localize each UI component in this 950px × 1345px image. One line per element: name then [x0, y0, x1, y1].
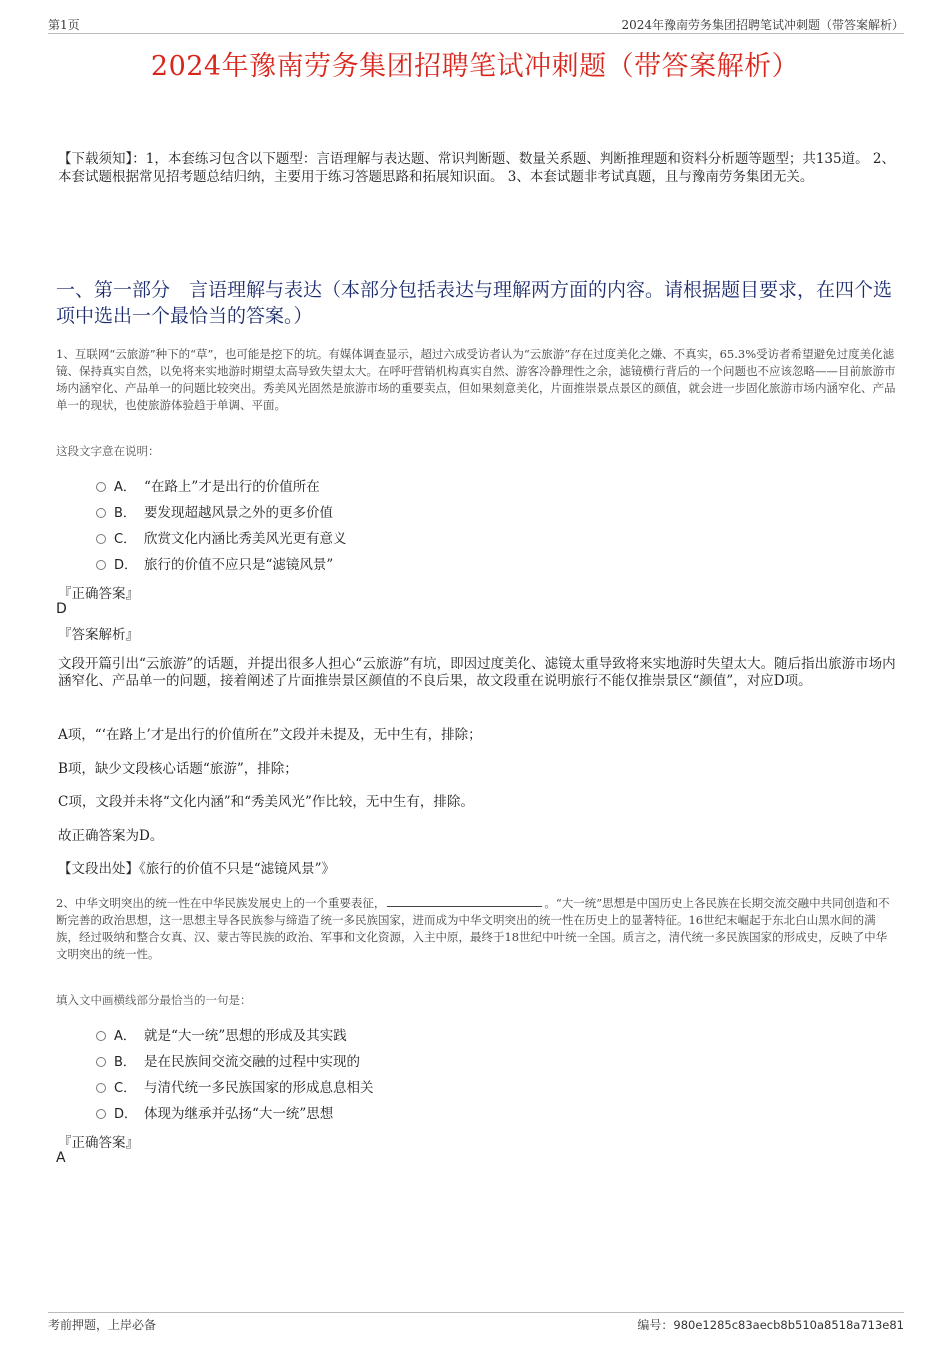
fill-blank — [387, 897, 542, 907]
analysis-paragraph: B项，缺少文段核心话题“旅游”，排除； — [58, 761, 298, 777]
page-footer — [48, 1312, 904, 1334]
page-number: 第1页 — [48, 18, 80, 32]
question-2-prompt: 填入文中画横线部分最恰当的一句是： — [56, 993, 252, 1007]
option-text: 体现为继承并弘扬“大一统”思想 — [144, 1106, 334, 1122]
analysis-paragraph: 文段开篇引出“云旅游”的话题，并提出很多人担心“云旅游”有坑，即因过度美化、滤镜太重导致将来实地游时失望太大。随后指出旅游市场内涵窄化、产品单一的问题，接着阐述了片面推崇景区颜值的不良后果，故文段重在说明旅行不能仅推崇景区“颜值”，对应D项。 — [58, 656, 896, 689]
option-c[interactable]: C． 欣赏文化内涵比秀美风光更有意义 — [96, 524, 347, 550]
question-2-text: 2、中华文明突出的统一性在中华民族发展史上的一个重要表征， 。“大一统”思想是中国历史上各民族在长期交流交融中共同创造和不断完善的政治思想，这一思想主导各民族参与缔造了统一多民族国家，进而成为中华文明突出的统一性在历史上的显著特征。16世纪末崛起于东北白山黑水间的满族，经过吸纳和整合女真、汉、蒙古等民族的政治、军事和文化资源，入主中原，最终于18世纪中叶统一全国。质言之，清代统一多民族国家的形成史，反映了中华文明突出的统一性。 — [56, 896, 890, 961]
option-text: 与清代统一多民族国家的形成息息相关 — [144, 1080, 374, 1096]
option-c[interactable]: C． 与清代统一多民族国家的形成息息相关 — [96, 1073, 374, 1099]
radio-icon[interactable] — [96, 482, 106, 492]
option-a[interactable]: A． “在路上”才是出行的价值所在 — [96, 472, 347, 498]
radio-icon[interactable] — [96, 534, 106, 544]
question-1-text: 1、互联网“云旅游”种下的“草”，也可能是挖下的坑。有媒体调查显示，超过六成受访者认为“云旅游”存在过度美化之嫌、不真实，65.3%受访者希望避免过度美化滤镜、保持真实自然，以免将来实地游时期望太高导致失望太大。在呼吁营销机构真实自然、游客冷静理性之余，滤镜横行背后的一个问题也不应该忽略——目前旅游市场内涵窄化、产品单一的问题比较突出。秀美风光固然是旅游市场的重要卖点，但如果刻意美化，片面推崇景点景区的颜值，就会进一步固化旅游市场内涵窄化、产品单一的现状，也使旅游体验趋于单调、平面。 — [56, 347, 896, 412]
footer-slogan: 考前押题，上岸必备 — [48, 1318, 157, 1332]
option-d[interactable]: D． 旅行的价值不应只是“滤镜风景” — [96, 550, 347, 576]
footer-id: 编号：980e1285c83aecb8b510a8518a713e81 — [637, 1318, 904, 1332]
correct-answer: D — [56, 601, 67, 617]
option-text: 欣赏文化内涵比秀美风光更有意义 — [144, 531, 347, 547]
option-text: 就是“大一统”思想的形成及其实践 — [144, 1028, 347, 1044]
option-text: “在路上”才是出行的价值所在 — [144, 479, 320, 495]
passage-source: 【文段出处】《旅行的价值不只是“滤镜风景”》 — [58, 861, 336, 877]
doc-code: 980e1285c83aecb8b510a8518a713e81 — [673, 1318, 904, 1332]
answer-label: 『正确答案』 — [58, 1135, 139, 1151]
radio-icon[interactable] — [96, 1109, 106, 1119]
option-a[interactable]: A． 就是“大一统”思想的形成及其实践 — [96, 1021, 374, 1047]
radio-icon[interactable] — [96, 560, 106, 570]
question-2-options — [96, 1021, 374, 1125]
radio-icon[interactable] — [96, 1083, 106, 1093]
option-text: 要发现超越风景之外的更多价值 — [144, 505, 333, 521]
analysis-label: 『答案解析』 — [58, 627, 139, 643]
page-title: 2024年豫南劳务集团招聘笔试冲刺题（带答案解析） — [150, 51, 800, 82]
answer-label: 『正确答案』 — [58, 586, 139, 602]
section-heading: 一、第一部分 言语理解与表达（本部分包括表达与理解两方面的内容。请根据题目要求，在四个选项中选出一个最恰当的答案。） — [56, 279, 893, 327]
question-1-prompt: 这段文字意在说明： — [56, 444, 160, 458]
option-b[interactable]: B． 要发现超越风景之外的更多价值 — [96, 498, 347, 524]
option-text: 是在民族间交流交融的过程中实现的 — [144, 1054, 360, 1070]
option-b[interactable]: B． 是在民族间交流交融的过程中实现的 — [96, 1047, 374, 1073]
download-notice: 【下载须知】：1，本套练习包含以下题型：言语理解与表达题、常识判断题、数量关系题、判断推理题和资料分析题等题型；共135道。 2、本套试题根据常见招考题总结归纳，主要用于练习答题思路和拓展知识面。 3、本套试题非考试真题，且与豫南劳务集团无关。 — [58, 151, 895, 185]
radio-icon[interactable] — [96, 508, 106, 518]
question-1-options — [96, 472, 347, 576]
radio-icon[interactable] — [96, 1031, 106, 1041]
header-doc-title: 2024年豫南劳务集团招聘笔试冲刺题（带答案解析） — [621, 18, 904, 32]
option-text: 旅行的价值不应只是“滤镜风景” — [144, 557, 334, 573]
radio-icon[interactable] — [96, 1057, 106, 1067]
page-header — [48, 14, 904, 34]
analysis-paragraph: A项，“‘在路上’才是出行的价值所在”文段并未提及，无中生有，排除； — [58, 727, 482, 743]
analysis-paragraph: C项，文段并未将“文化内涵”和“秀美风光”作比较，无中生有，排除。 — [58, 794, 474, 810]
correct-answer: A — [56, 1150, 66, 1166]
analysis-paragraph: 故正确答案为D。 — [58, 828, 164, 844]
option-d[interactable]: D． 体现为继承并弘扬“大一统”思想 — [96, 1099, 374, 1125]
